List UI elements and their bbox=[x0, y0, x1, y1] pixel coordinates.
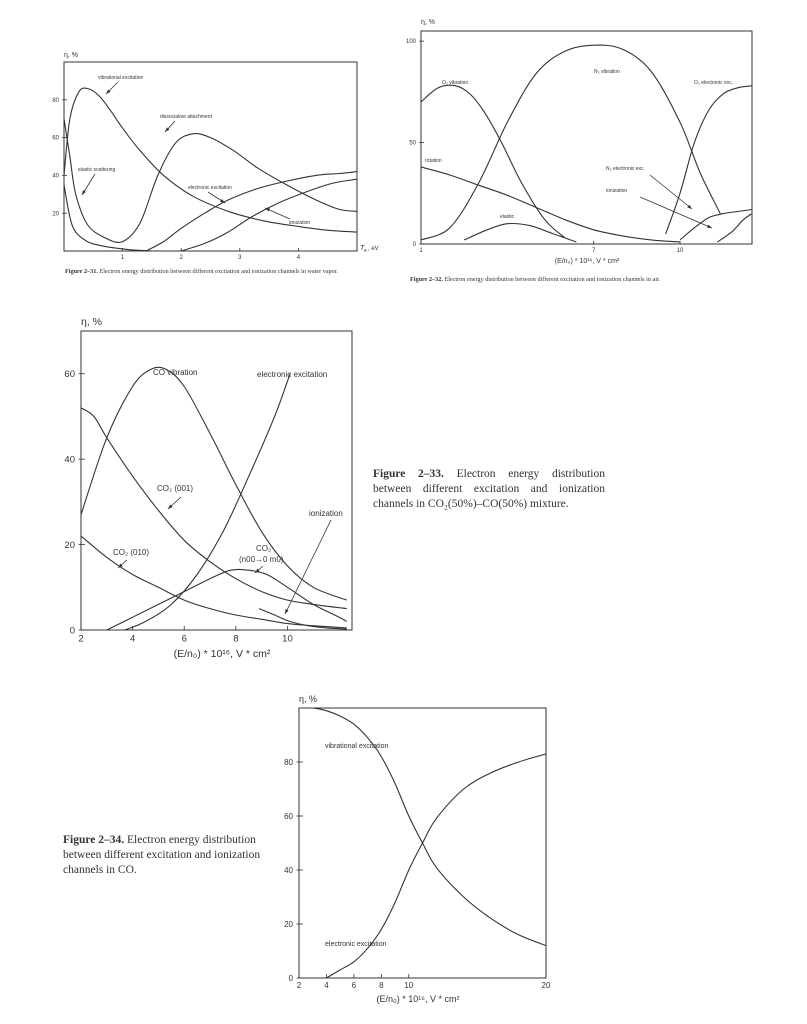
fig231-y-tick-label: 80 bbox=[52, 97, 59, 104]
fig231-y-tick-label: 60 bbox=[52, 135, 59, 142]
caption-fig233 bbox=[373, 467, 605, 512]
fig233-annotation-co-vibration: CO vibration bbox=[153, 368, 198, 377]
fig234-y-axis-label: η, % bbox=[299, 694, 318, 704]
fig234-y-tick-label: 20 bbox=[284, 919, 293, 929]
fig231-annotation-ionization: ionization bbox=[289, 220, 311, 226]
fig231-annotation-elastic-scattering-arrow-head bbox=[82, 190, 86, 195]
fig232-x-tick-label: 10 bbox=[676, 248, 684, 254]
chart-fig231 bbox=[52, 52, 378, 261]
fig233-series-co-n00-0-m0 bbox=[107, 569, 347, 630]
fig231-x-tick-label: 2 bbox=[179, 255, 183, 261]
fig234-x-tick-label: 8 bbox=[379, 981, 384, 990]
fig232-annotation-o-vibration: O₂ vibration bbox=[442, 80, 469, 86]
chart-fig232 bbox=[406, 19, 752, 265]
fig232-series-n-electronic-exc bbox=[680, 210, 752, 240]
caption-fig234-text: Electron energy distribution between different excitation and ionization channels in CO. bbox=[63, 834, 261, 876]
fig231-x-axis-label-unit: , eV bbox=[368, 246, 379, 252]
fig231-series-vibrational-excitation bbox=[64, 88, 357, 232]
fig233-annotation-co: CO₂ bbox=[256, 544, 272, 553]
fig231-y-tick-label: 20 bbox=[52, 211, 59, 218]
fig232-annotation-elastic: elastic bbox=[500, 214, 515, 220]
fig234-x-axis-label: (E/n₀) * 10¹⁶, V * cm² bbox=[376, 994, 460, 1004]
fig232-series-o-vibration bbox=[421, 85, 565, 238]
fig233-x-axis-label: (E/n₀) * 10¹⁶, V * cm² bbox=[173, 648, 271, 660]
fig231-x-tick-label: 1 bbox=[120, 255, 125, 261]
fig232-x-tick-label: 1 bbox=[419, 248, 423, 254]
chart-fig233 bbox=[64, 316, 352, 660]
fig231-series-elastic-scattering bbox=[64, 185, 152, 251]
fig232-annotation-rotation: rotation bbox=[425, 158, 442, 164]
caption-fig232 bbox=[410, 276, 770, 284]
fig232-annotation-ionization-arrow-head bbox=[707, 225, 712, 228]
caption-fig232-text: Electron energy distribution between different excitation and ionization channels in air. bbox=[444, 276, 661, 283]
fig233-series-ionization bbox=[259, 609, 347, 630]
caption-fig231-label: Figure 2–31. bbox=[65, 268, 98, 275]
fig232-series-ionization bbox=[718, 214, 753, 242]
fig231-x-tick-label: 3 bbox=[238, 255, 242, 261]
fig232-x-tick-label: 7 bbox=[592, 248, 596, 254]
fig233-y-tick-label: 40 bbox=[64, 454, 75, 466]
fig231-x-tick-label: 4 bbox=[296, 255, 301, 261]
fig232-series-n-vibration bbox=[421, 45, 720, 240]
fig231-y-tick-label: 40 bbox=[52, 173, 59, 180]
caption-fig234-label: Figure 2–34. bbox=[63, 834, 125, 846]
fig233-x-tick-label: 4 bbox=[129, 633, 136, 645]
fig234-x-tick-label: 20 bbox=[541, 981, 551, 990]
fig234-x-tick-label: 2 bbox=[296, 981, 302, 990]
fig234-x-tick-label: 10 bbox=[404, 981, 414, 990]
fig233-annotation-ionization-arrow bbox=[285, 520, 331, 614]
fig231-annotation-electronic-excitation-arrow-head bbox=[220, 199, 225, 203]
fig232-series-elastic bbox=[464, 223, 576, 242]
fig233-series-electronic-excitation bbox=[125, 374, 290, 630]
caption-fig231 bbox=[65, 268, 427, 276]
fig234-y-tick-label: 40 bbox=[284, 865, 293, 875]
fig233-series-co-001 bbox=[81, 408, 347, 609]
fig232-annotation-n-electronic-exc: N₂ electronic exc. bbox=[606, 166, 645, 172]
fig233-annotation-electronic-excitation: electronic excitation bbox=[257, 370, 328, 379]
fig232-y-tick-label: 50 bbox=[409, 140, 416, 147]
fig233-annotation-n00-0-m0: (n00→0 m0) bbox=[239, 555, 284, 564]
fig232-annotation-n-vibration: N₂ vibration bbox=[594, 69, 620, 75]
fig233-annotation-ionization-arrow-head bbox=[285, 609, 289, 614]
fig233-y-tick-label: 0 bbox=[69, 625, 75, 637]
fig231-x-axis-label: T bbox=[360, 245, 365, 252]
fig232-series-rotation bbox=[421, 167, 680, 242]
fig234-y-tick-label: 60 bbox=[284, 811, 293, 821]
fig232-annotation-ionization-arrow bbox=[640, 197, 712, 228]
caption-fig233-label: Figure 2–33. bbox=[373, 468, 444, 480]
fig234-y-tick-label: 0 bbox=[288, 973, 293, 983]
fig233-annotation-co-010: CO₂ (010) bbox=[113, 548, 150, 557]
fig234-x-tick-label: 4 bbox=[324, 981, 329, 990]
fig234-y-tick-label: 80 bbox=[284, 757, 293, 767]
fig231-series-electronic-excitation bbox=[146, 172, 357, 251]
fig231-annotation-electronic-excitation: electronic excitation bbox=[188, 185, 232, 191]
fig232-y-tick-label: 100 bbox=[405, 39, 416, 46]
fig231-annotation-dissociative-attachment: dissociative attachment bbox=[160, 114, 212, 120]
fig232-y-axis-label: η, % bbox=[421, 19, 436, 26]
fig233-y-tick-label: 60 bbox=[64, 369, 75, 381]
fig234-annotation-vibrational-excitation: vibrational excitation bbox=[325, 743, 389, 750]
fig233-x-tick-label: 6 bbox=[181, 633, 187, 645]
fig233-x-tick-label: 2 bbox=[78, 633, 84, 645]
fig232-y-tick-label: 0 bbox=[412, 242, 416, 249]
fig233-annotation-co-001: CO₂ (001) bbox=[157, 484, 194, 493]
fig232-annotation-ionization: ionization bbox=[606, 188, 628, 194]
fig231-series-dissociative-attachment bbox=[64, 119, 357, 243]
caption-fig232-label: Figure 2–32. bbox=[410, 276, 443, 283]
fig233-y-tick-label: 20 bbox=[64, 539, 75, 551]
caption-fig231-text: Electron energy distribution between different excitation and ionization channels in water vapor. bbox=[99, 268, 339, 275]
fig234-x-tick-label: 6 bbox=[351, 981, 357, 990]
fig233-y-axis-label: η, % bbox=[81, 316, 103, 328]
fig233-x-tick-label: 8 bbox=[233, 633, 239, 645]
fig233-annotation-ionization: ionization bbox=[309, 509, 343, 518]
fig233-x-tick-label: 10 bbox=[282, 633, 293, 645]
chart-fig234 bbox=[284, 694, 551, 1004]
fig231-x-axis-label-sub: e bbox=[364, 248, 367, 254]
fig231-annotation-elastic-scattering: elastic scattering bbox=[78, 167, 116, 173]
fig232-annotation-o-electronic-exc: O₂ electronic exc. bbox=[694, 80, 734, 86]
caption-fig234 bbox=[63, 833, 276, 878]
fig231-annotation-vibrational-excitation: vibrational excitation bbox=[98, 75, 144, 81]
caption-fig233-text: Electron energy distribution between different excitation and ionization channels in CO₂(50%)–CO(50%) mixture. bbox=[373, 468, 605, 510]
fig234-annotation-electronic-excitation: electronic excitation bbox=[325, 941, 387, 948]
fig231-y-axis-label: η, % bbox=[64, 52, 79, 59]
fig232-x-axis-label: (E/n₀) * 10¹⁶, V * cm² bbox=[554, 258, 620, 265]
fig232-plot-frame bbox=[421, 31, 752, 244]
